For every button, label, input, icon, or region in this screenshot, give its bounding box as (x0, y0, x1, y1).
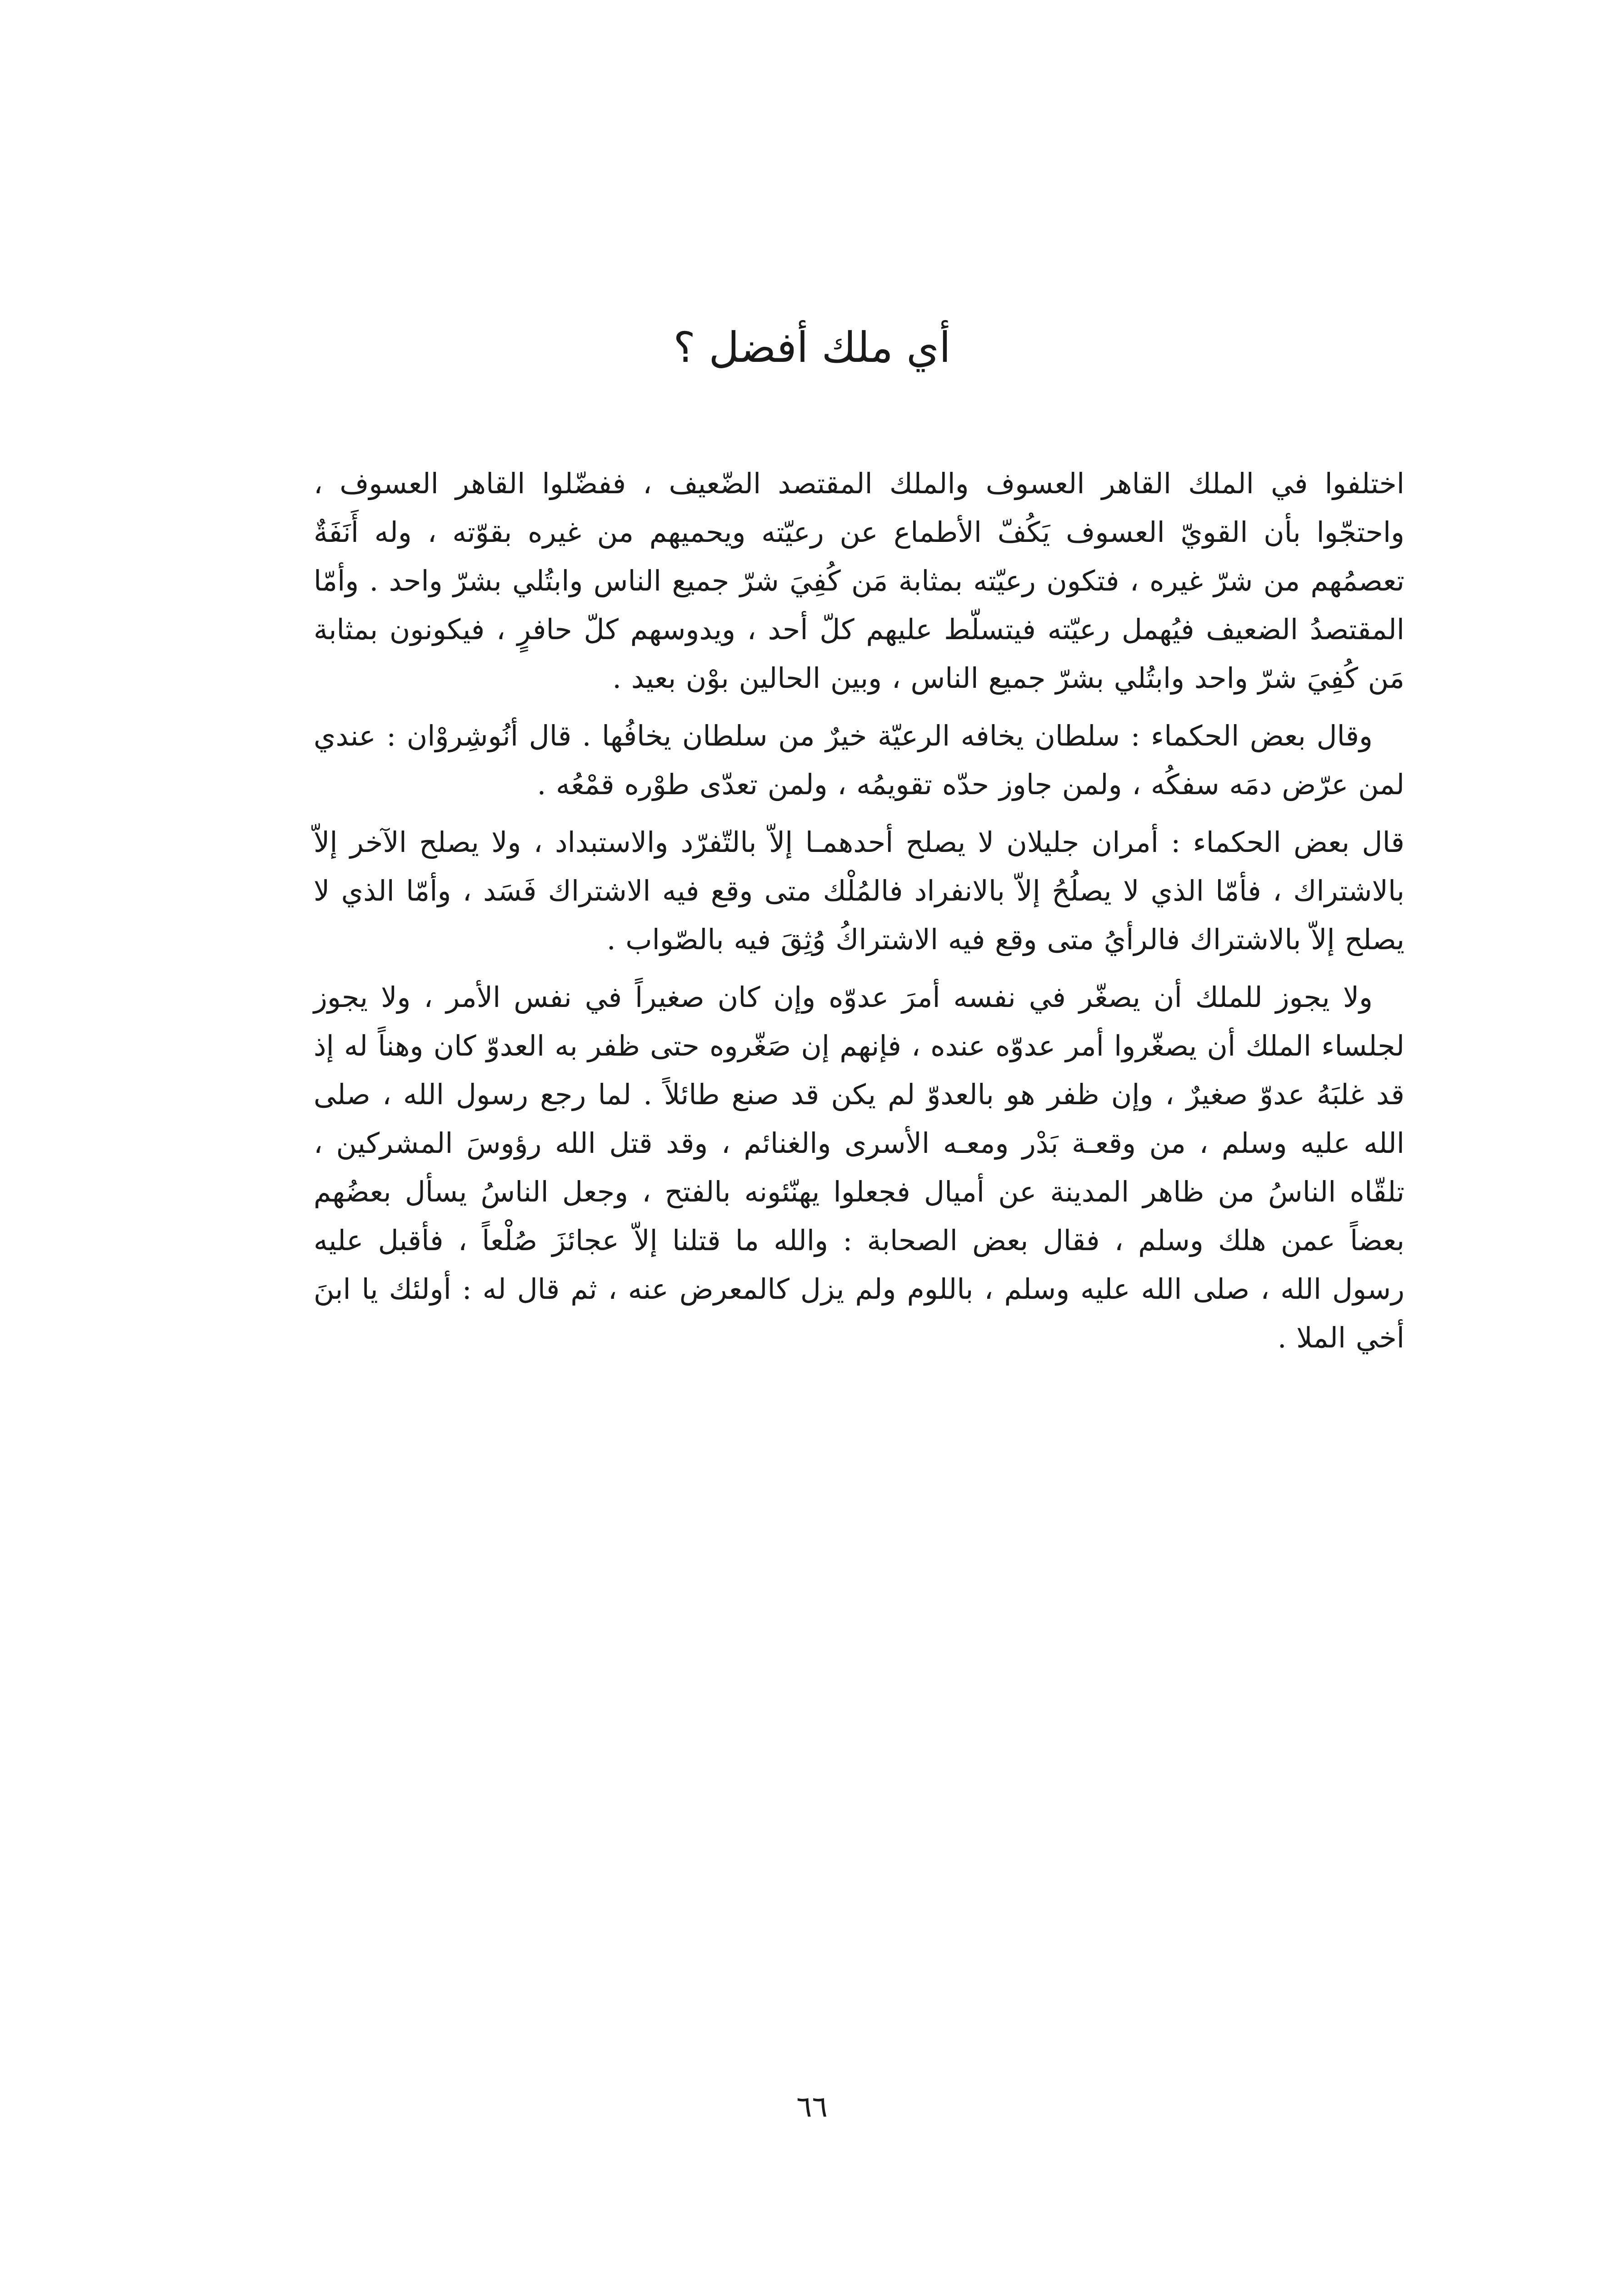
paragraph-3: قال بعض الحكماء : أمران جليلان لا يصلح أحدهمـا إلاّ بالتّفرّد والاستبداد ، ولا يصلح الآخر إلاّ بالاشتراك ، فأمّا الذي لا يصلُحُ إلاّ بالانفراد فالمُلْك متى وقع فيه الاشتراك فَسَد ، وأمّا الذي لا يصلح إلاّ بالاشتراك فالرأيُ متى وقع فيه الاشتراكُ وُثِقَ فيه بالصّواب . (314, 826, 1404, 956)
paragraph-2: وقال بعض الحكماء : سلطان يخافه الرعيّة خيرٌ من سلطان يخافُها . قال أنُوشِروْان : عندي لمن عرّض دمَه سفكُه ، ولمن جاوز حدّه تقويمُه ، ولمن تعدّى طوْره قمْعُه . (314, 719, 1404, 801)
body-text (314, 459, 1404, 2028)
paragraph-1: اختلفوا في الملك القاهر العسوف والملك المقتصد الضّعيف ، ففضّلوا القاهر العسوف ، واحتجّوا بأن القويّ العسوف يَكُفّ الأطماع عن رعيّته ويحميهم من غيره بقوّته ، وله أَنَفَةٌ تعصمُهم من شرّ غيره ، فتكون رعيّته بمثابة مَن كُفِيَ شرّ جميع الناس وابتُلي بشرّ واحد . وأمّا المقتصدُ الضعيف فيُهمل رعيّته فيتسلّط عليهم كلّ أحد ، ويدوسهم كلّ حافرٍ ، فيكونون بمثابة مَن كُفِيَ شرّ واحد وابتُلي بشرّ جميع الناس ، وبين الحالين بوْن بعيد . (314, 467, 1404, 695)
page-number: ٦٦ (796, 2090, 828, 2124)
paragraph-4: ولا يجوز للملك أن يصغّر في نفسه أمرَ عدوّه وإن كان صغيراً في نفس الأمر ، ولا يجوز لجلساء الملك أن يصغّروا أمر عدوّه عنده ، فإنهم إن صَغّروه حتى ظفر به العدوّ كان وهناً له إذ قد غلبَهُ عدوّ صغيرٌ ، وإن ظفر هو بالعدوّ لم يكن قد صنع طائلاً . لما رجع رسول الله ، صلى الله عليه وسلم ، من وقعـة بَدْر ومعـه الأسرى والغنائم ، وقد قتل الله رؤوسَ المشركين ، تلقّاه الناسُ من ظاهر المدينة عن أميال فجعلوا يهنّئونه بالفتح ، وجعل الناسُ يسأل بعضُهم بعضاً عمن هلك وسلم ، فقال بعض الصحابة : والله ما قتلنا إلاّ عجائزَ صُلْعاً ، فأقبل عليه رسول الله ، صلى الله عليه وسلم ، باللوم ولم يزل كالمعرض عنه ، ثم قال له : أولئك يا ابنَ أخي الملا . (314, 981, 1404, 1354)
chapter-title: أي ملك أفضل ؟ (673, 323, 951, 372)
